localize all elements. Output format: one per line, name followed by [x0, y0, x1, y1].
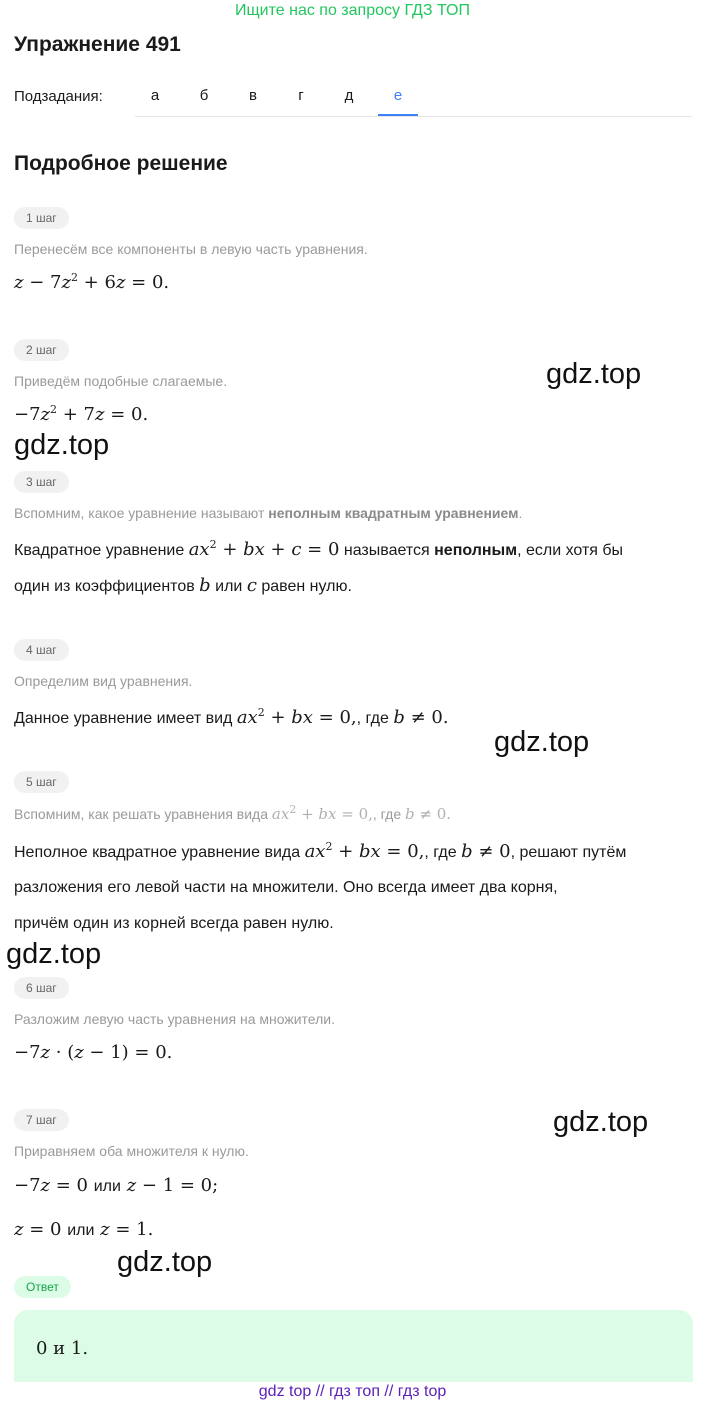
tab-a[interactable]: а	[150, 87, 160, 104]
answer-text: 0 и 1.	[36, 1338, 89, 1359]
step-equation: $-7z^2 + 7z = 0$.	[14, 403, 149, 425]
answer-badge: Ответ	[14, 1276, 71, 1298]
step-hint: Перенесём все компоненты в левую часть уравнения.	[14, 241, 368, 257]
tab-b[interactable]: б	[199, 87, 209, 104]
footer: gdz top // гдз топ // гдз top	[258, 1383, 447, 1400]
step-hint: Вспомним, какое уравнение называют неполным квадратным уравнением.	[14, 505, 523, 521]
step-badge: 1 шаг	[14, 207, 69, 229]
watermark: gdz.top	[14, 429, 110, 461]
step-hint: Приведём подобные слагаемые.	[14, 373, 228, 389]
step-badge: 4 шаг	[14, 639, 69, 661]
tab-g[interactable]: г	[298, 87, 304, 104]
step-hint: Приравняем оба множителя к нулю.	[14, 1143, 249, 1159]
step-badge: 6 шаг	[14, 977, 69, 999]
tab-e[interactable]: е	[378, 76, 418, 116]
top-banner: Ищите нас по запросу ГДЗ ТОП	[235, 2, 470, 19]
answer-box	[14, 1310, 693, 1382]
watermark: gdz.top	[546, 358, 642, 390]
watermark: gdz.top	[117, 1246, 213, 1278]
subtasks-label: Подзадания:	[14, 88, 103, 105]
step-text: Квадратное уравнение $ax^2$ + bx + c = 0 называется неполным, если хотя бы	[14, 538, 624, 560]
section-title: Подробное решение	[14, 152, 228, 175]
step-badge: 3 шаг	[14, 471, 69, 493]
step-text: Данное уравнение имеет вид $ax^2$ + bx = 0,, где b ≠ 0.	[14, 706, 449, 728]
watermark: gdz.top	[494, 726, 590, 758]
step-badge: 5 шаг	[14, 771, 69, 793]
step-equation: −7z · (z − 1) = 0.	[14, 1042, 173, 1063]
page-title: Упражнение 491	[14, 33, 181, 56]
tab-d[interactable]: д	[344, 87, 354, 104]
watermark: gdz.top	[6, 938, 102, 970]
step-hint: Определим вид уравнения.	[14, 673, 193, 689]
step-equation: −7z = 0 или z − 1 = 0;	[14, 1175, 219, 1196]
step-equation: z = 0 или z = 1.	[14, 1219, 154, 1240]
step-badge: 2 шаг	[14, 339, 69, 361]
step-hint: Вспомним, как решать уравнения вида $ax^2$ + bx = 0,, где b ≠ 0.	[14, 803, 452, 823]
tab-v[interactable]: в	[249, 87, 257, 104]
subtask-tabs	[135, 76, 692, 117]
step-badge: 7 шаг	[14, 1109, 69, 1131]
step-equation: $z - 7z^2 + 6z = 0$.	[14, 271, 170, 293]
step-text: причём один из корней всегда равен нулю.	[14, 915, 334, 932]
step-hint: Разложим левую часть уравнения на множители.	[14, 1011, 335, 1027]
step-text: Неполное квадратное уравнение вида $ax^2$ + bx = 0,, где b ≠ 0, решают путём	[14, 840, 627, 862]
watermark: gdz.top	[553, 1106, 649, 1138]
step-text: один из коэффициентов b или c равен нулю.	[14, 575, 352, 596]
step-text: разложения его левой части на множители. Оно всегда имеет два корня,	[14, 879, 558, 896]
